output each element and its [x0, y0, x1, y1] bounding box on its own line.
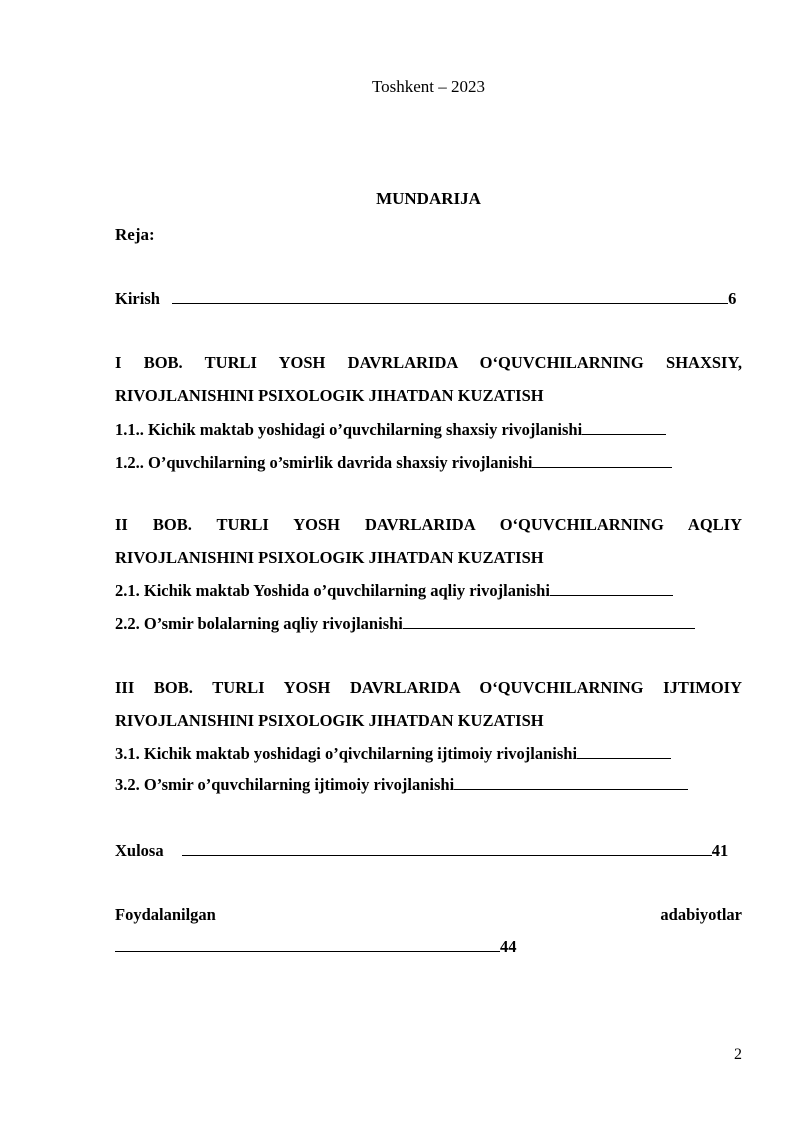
city-year: Toshkent – 2023	[371, 77, 486, 96]
toc-entry-3-1	[115, 744, 671, 764]
section-3-1-label: 3.1. Kichik maktab yoshidagi o’qivchilarning ijtimoiy rivojlanishi	[115, 744, 578, 763]
leader-line	[454, 775, 688, 790]
chapter2-title-line1: II BOB. TURLI YOSH DAVRLARIDA O‘QUVCHILARNING AQLIY	[115, 515, 742, 534]
chapter1-title-line1: I BOB. TURLI YOSH DAVRLARIDA O‘QUVCHILARNING SHAXSIY,	[115, 353, 742, 372]
leader-line	[532, 453, 672, 468]
toc-entry-1-1	[115, 420, 666, 440]
toc-entry-intro	[115, 289, 736, 309]
references-word1: Foydalanilgan	[115, 905, 216, 924]
references-word2: adabiyotlar	[660, 905, 742, 924]
section-3-2-label: 3.2. O’smir o’quvchilarning ijtimoiy rivojlanishi	[115, 775, 455, 794]
conclusion-page: 41	[711, 841, 729, 860]
conclusion-label: Xulosa	[115, 841, 164, 860]
leader-line	[403, 614, 695, 629]
chapter3-title-line1: III BOB. TURLI YOSH DAVRLARIDA O‘QUVCHILARNING IJTIMOIY	[115, 678, 742, 697]
leader-line	[582, 420, 666, 435]
leader-line	[182, 841, 712, 856]
chapter2-title-line2: RIVOJLANISHINI PSIXOLOGIK JIHATDAN KUZATISH	[115, 548, 544, 567]
intro-label: Kirish	[115, 289, 160, 308]
intro-page: 6	[728, 289, 737, 308]
toc-entry-2-2	[115, 614, 695, 634]
toc-entry-references	[115, 905, 742, 925]
chapter1-title-line2: RIVOJLANISHINI PSIXOLOGIK JIHATDAN KUZATISH	[115, 386, 544, 405]
leader-line	[115, 937, 500, 952]
section-1-2-label: 1.2.. O’quvchilarning o’smirlik davrida shaxsiy rivojlanishi	[115, 453, 533, 472]
page-number: 2	[734, 1046, 742, 1063]
leader-line	[577, 744, 671, 759]
toc-entry-references-cont	[115, 937, 517, 957]
section-1-1-label: 1.1.. Kichik maktab yoshidagi o’quvchilarning shaxsiy rivojlanishi	[115, 420, 583, 439]
leader-line	[172, 289, 728, 304]
section-2-1-label: 2.1. Kichik maktab Yoshida o’quvchilarning aqliy rivojlanishi	[115, 581, 550, 600]
section-2-2-label: 2.2. O’smir bolalarning aqliy rivojlanishi	[115, 614, 403, 633]
toc-entry-conclusion	[115, 841, 728, 861]
toc-entry-3-2	[115, 775, 688, 795]
references-page: 44	[500, 937, 517, 956]
plan-label: Reja:	[115, 225, 155, 244]
toc-title: MUNDARIJA	[376, 189, 481, 208]
toc-entry-2-1	[115, 581, 673, 601]
leader-line	[550, 581, 673, 596]
chapter3-title-line2: RIVOJLANISHINI PSIXOLOGIK JIHATDAN KUZATISH	[115, 711, 544, 730]
toc-entry-1-2	[115, 453, 672, 473]
